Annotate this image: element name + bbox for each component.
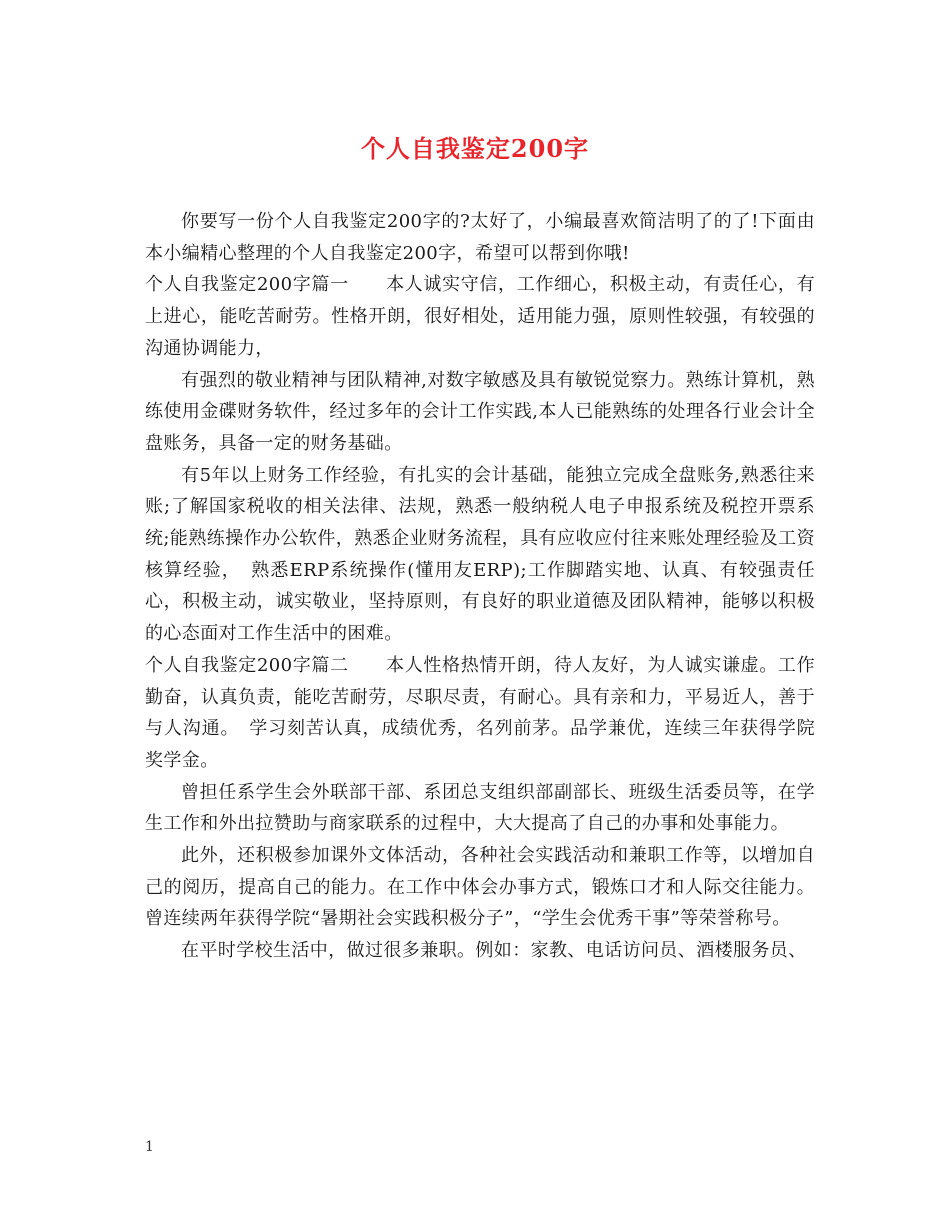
paragraph: 有5年以上财务工作经验，有扎实的会计基础，能独立完成全盘账务,熟悉往来账;了解国家税收的相关法律、法规，熟悉一般纳税人电子申报系统及税控开票系统;能熟练操作办公软件，熟悉企业财务流程，具有应收应付往来账处理经验及工资核算经验， 熟悉ERP系统操作(懂用友ERP);工作脚踏实地、认真、有较强责任心，积极主动，诚实敬业，坚持原则，有良好的职业道德及团队精神，能够以积极的心态面对工作生活中的困难。 (145, 464, 815, 645)
page-title: 个人自我鉴定200字 (360, 134, 590, 163)
paragraph: 曾担任系学生会外联部干部、系团总支组织部副部长、班级生活委员等，在学生工作和外出拉赞助与商家联系的过程中，大大提高了自己的办事和处事能力。 (145, 781, 815, 835)
paragraph-intro: 你要写一份个人自我鉴定200字的?太好了，小编最喜欢简洁明了的了!下面由本小编精心整理的个人自我鉴定200字，希望可以帮到你哦! (145, 211, 815, 264)
paragraph: 此外，还积极参加课外文体活动，各种社会实践活动和兼职工作等，以增加自己的阅历，提高自己的能力。在工作中体会办事方式，锻炼口才和人际交往能力。曾连续两年获得学院“暑期社会实践积极分子”，“学生会优秀干事”等荣誉称号。 (145, 845, 815, 930)
paragraph: 在平时学校生活中，做过很多兼职。例如：家教、电话访问员、酒楼服务员、 (181, 940, 807, 962)
paragraph: 有强烈的敬业精神与团队精神,对数字敏感及具有敏锐觉察力。熟练计算机，熟练使用金碟财务软件，经过多年的会计工作实践,本人已能熟练的处理各行业会计全盘账务，具备一定的财务基础。 (145, 369, 815, 454)
paragraph-section-two: 个人自我鉴定200字篇二 本人性格热情开朗，待人友好，为人诚实谦虚。工作勤奋，认真负责，能吃苦耐劳，尽职尽责，有耐心。具有亲和力，平易近人，善于与人沟通。 学习刻苦认真，成绩优秀，名列前茅。品学兼优，连续三年获得学院奖学金。 (145, 654, 815, 771)
page-number: 1 (145, 1139, 154, 1155)
body-text (145, 206, 815, 967)
paragraph-section-one: 个人自我鉴定200字篇一 本人诚实守信，工作细心，积极主动，有责任心，有上进心，能吃苦耐劳。性格开朗，很好相处，适用能力强，原则性较强，有较强的沟通协调能力， (145, 274, 815, 359)
